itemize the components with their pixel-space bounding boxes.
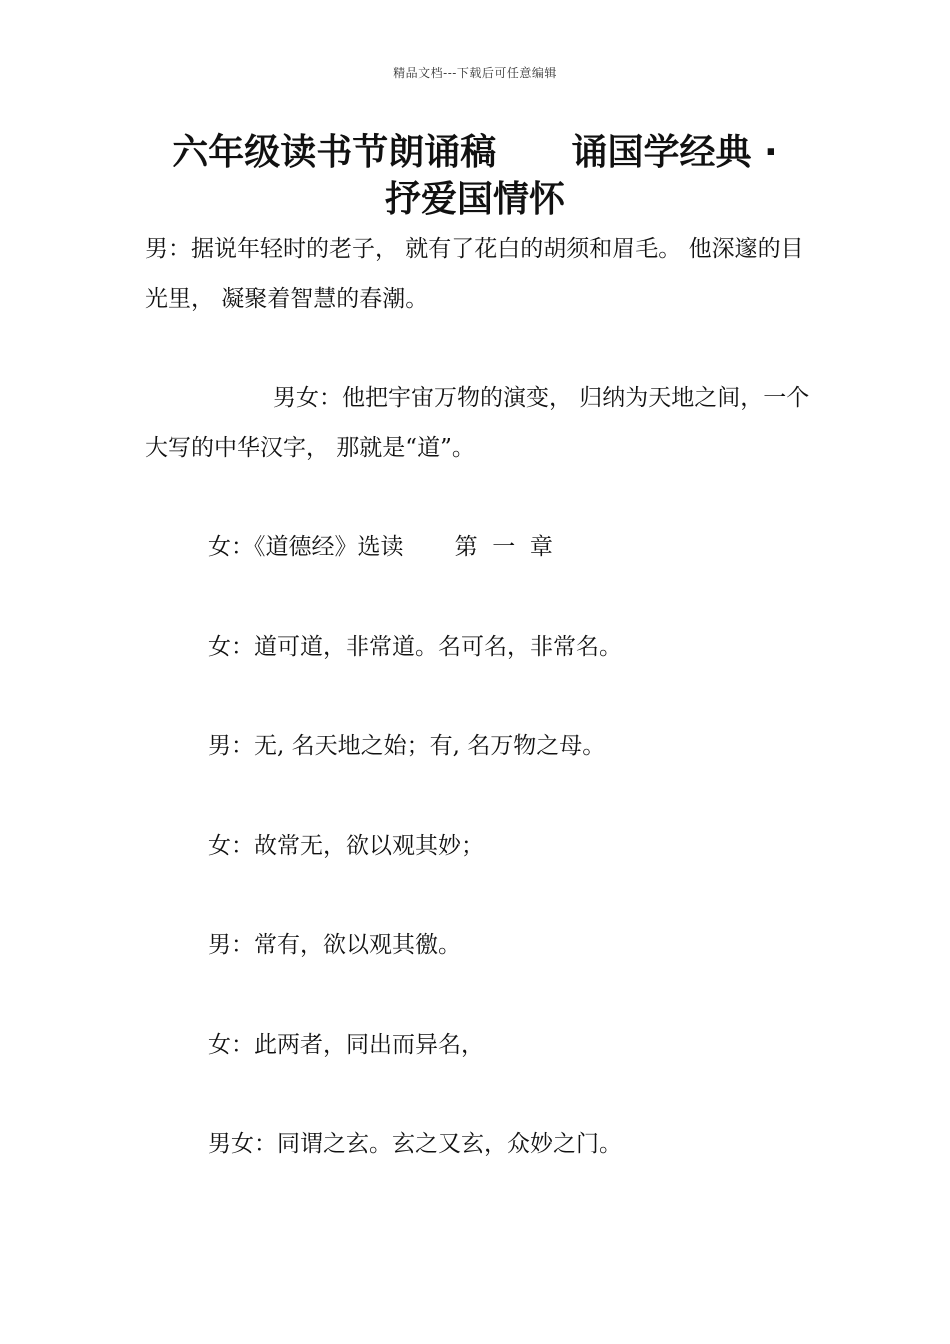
script-line-2: 女：道可道，非常道。名可名，非常名。 xyxy=(208,634,622,660)
document-title-line-2: 抒爱国情怀 xyxy=(384,179,565,220)
page-header: 精品文档---下载后可任意编辑 xyxy=(393,66,557,80)
paragraph-2 xyxy=(145,373,810,473)
script-line-4: 女：故常无，欲以观其妙； xyxy=(208,833,484,859)
script-line-6: 女：此两者，同出而异名， xyxy=(208,1032,484,1058)
paragraph-1: 男：据说年轻时的老子， 就有了花白的胡须和眉毛。 他深邃的目光里， 凝聚着智慧的春潮。 xyxy=(145,236,804,312)
script-line-5: 男：常有，欲以观其徼。 xyxy=(208,932,461,958)
paragraph-2-text: 男女：他把宇宙万物的演变， 归纳为天地之间，一个大写的中华汉字， 那就是“道”。 xyxy=(145,385,810,461)
script-line-1: 女：《道德经》选读 第 一 章 xyxy=(208,534,553,560)
script-line-3: 男：无, 名天地之始；有, 名万物之母。 xyxy=(208,733,606,759)
document-title-line-1: 六年级读书节朗诵稿 诵国学经典 · xyxy=(172,132,778,173)
script-line-7: 男女：同谓之玄。玄之又玄，众妙之门。 xyxy=(208,1131,622,1157)
